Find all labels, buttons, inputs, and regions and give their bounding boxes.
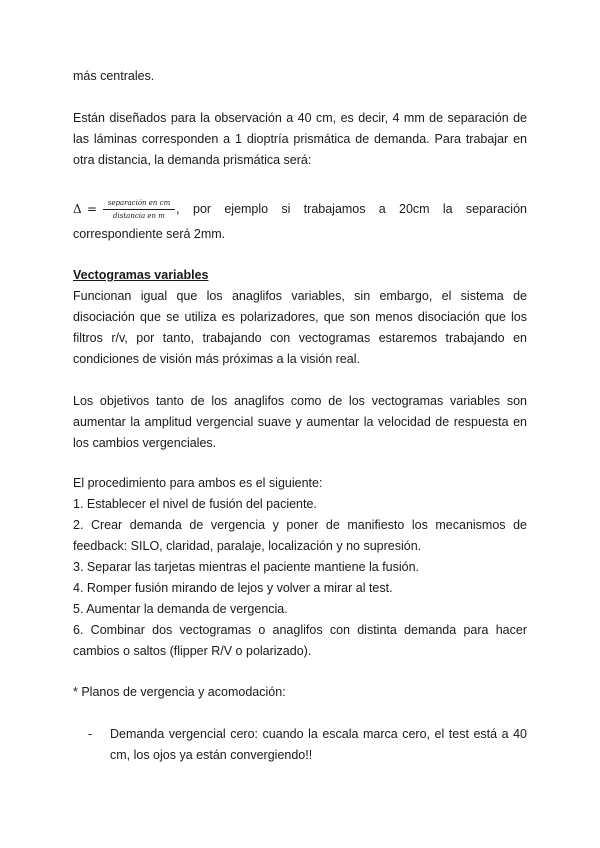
bullet-text: Demanda vergencial cero: cuando la escala marca cero, el test está a 40 cm, los ojos ya están convergiendo!! [110,727,527,762]
equals-sign: = [87,202,98,216]
procedure-step: 3. Separar las tarjetas mientras el paciente mantiene la fusión. [73,560,420,574]
paragraph-objectives: Los objetivos tanto de los anaglifos como de los vectogramas variables son aumentar la amplitud vergencial suave y aumentar la velocidad de respuesta en los cambios vergenciales. [73,394,527,450]
section-heading-vectogramas: Vectogramas variables [73,268,209,282]
formula-fraction [103,198,175,221]
procedure-step: 1. Establecer el nivel de fusión del paciente. [73,497,317,511]
paragraph-vectogramas: Funcionan igual que los anaglifos variables, sin embargo, el sistema de disociación que se utiliza es polarizadores, que son menos disociación que los filtros r/v, por tanto, trabajando con vectogramas estaremos trabajando en condiciones de visión más próximas a la visión real. [73,289,527,366]
continuation-line: más centrales. [73,69,155,83]
formula-comma: , [176,202,180,216]
fraction-numerator: separación en cm [103,198,175,210]
formula-example-continuation: correspondiente será 2mm. [73,227,226,241]
procedure-step: 6. Combinar dos vectogramas o anaglifos con distinta demanda para hacer cambios o saltos (flipper R/V o polarizado). [73,623,527,658]
bullet-dash: - [88,727,93,741]
procedure-step: 4. Romper fusión mirando de lejos y volver a mirar al test. [73,581,393,595]
procedure-step: 5. Aumentar la demanda de vergencia. [73,602,288,616]
procedure-intro: El procedimiento para ambos es el siguiente: [73,476,323,490]
prism-demand-formula [73,196,527,222]
paragraph-design-distance: Están diseñados para la observación a 40 cm, es decir, 4 mm de separación de las láminas corresponden a 1 dioptría prismática de demanda. Para trabajar en otra distancia, la demanda prismática será: [73,111,527,167]
note-planes: * Planos de vergencia y acomodación: [73,685,286,699]
delta-symbol: Δ [73,202,82,216]
procedure-step: 2. Crear demanda de vergencia y poner de manifiesto los mecanismos de feedback: SILO, claridad, paralaje, localización y no supresión. [73,518,527,553]
fraction-denominator: distancia en m [113,212,165,220]
formula-example-text: por ejemplo si trabajamos a 20cm la separación [193,202,527,216]
